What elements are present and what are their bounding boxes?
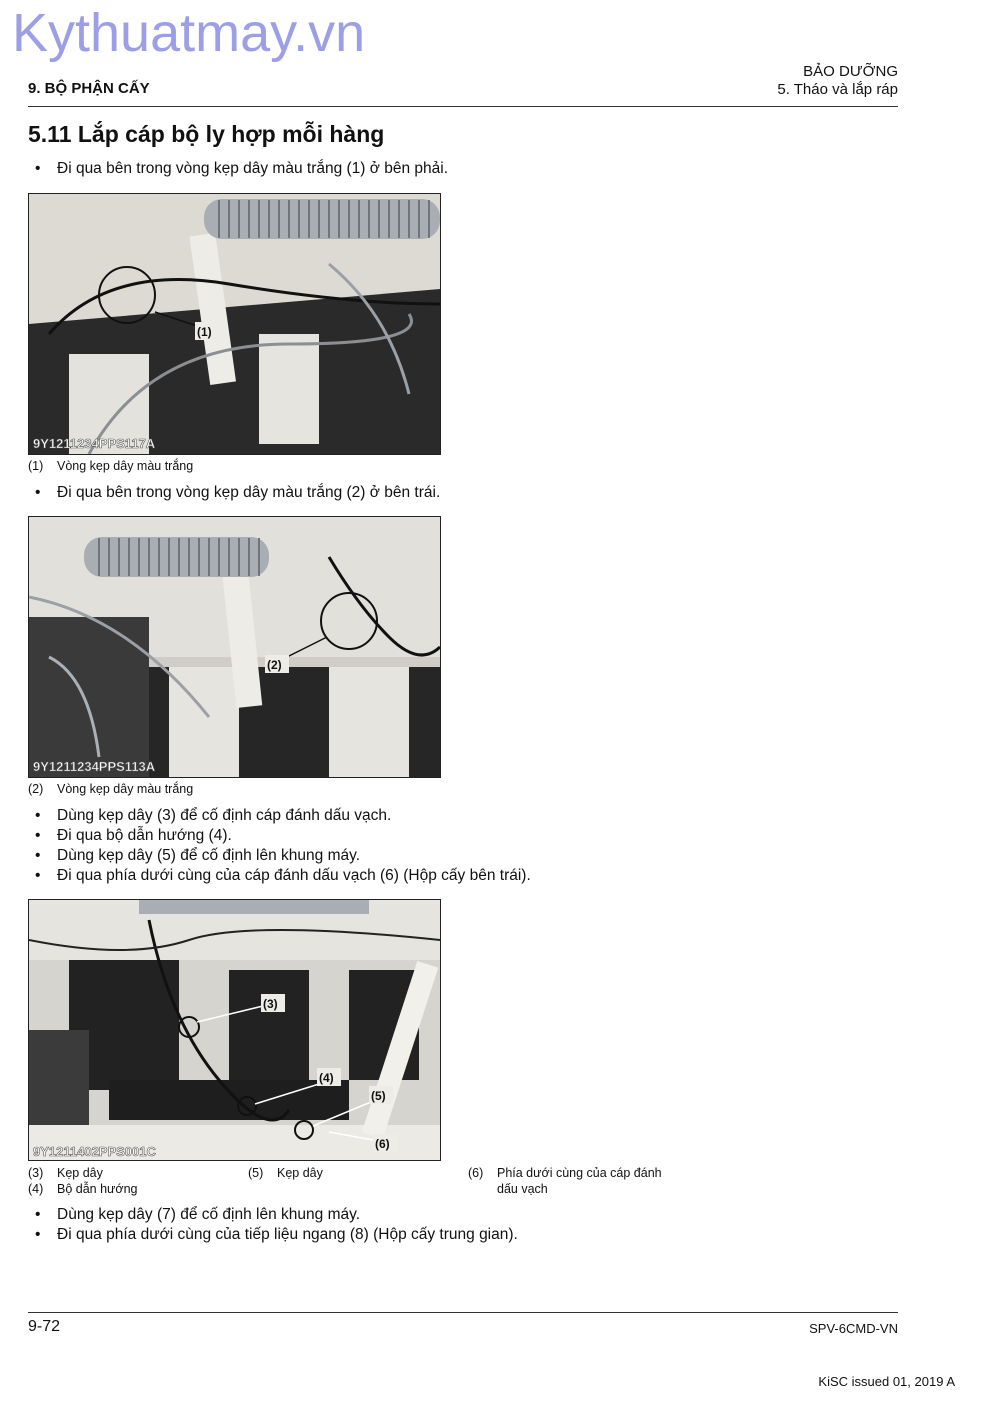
figure-2-callout: (2): [267, 658, 282, 672]
bullet-marker: •: [35, 867, 41, 884]
step-item: [35, 160, 448, 178]
step-item: [35, 1226, 518, 1244]
step-item: [35, 484, 440, 502]
header-rule: [28, 106, 898, 107]
chapter-header: [777, 63, 898, 99]
figure-3-callout: (4): [319, 1071, 334, 1085]
figure-3-caption-5: [248, 1165, 323, 1181]
figure-3-caption-6: [468, 1165, 678, 1197]
caption-text: Vòng kẹp dây màu trắng: [57, 459, 194, 473]
figure-2-photo: [28, 516, 441, 778]
bullet-marker: •: [35, 827, 41, 844]
issue-note: KiSC issued 01, 2019 A: [818, 1374, 955, 1389]
bullet-marker: •: [35, 1206, 41, 1223]
footer-rule: [28, 1312, 898, 1313]
step-item: [35, 807, 391, 825]
step-item: [35, 847, 360, 865]
step-text: Đi qua bên trong vòng kẹp dây màu trắng (2) ở bên trái.: [57, 484, 441, 501]
figure-3-callout: (6): [375, 1137, 390, 1151]
step-item: [35, 867, 531, 885]
figure-3-caption-3: [28, 1165, 103, 1181]
figure-1-callout: (1): [197, 325, 212, 339]
caption-text: Phía dưới cùng của cáp đánh dấu vạch: [497, 1166, 662, 1196]
figure-2-illustration: [29, 517, 440, 777]
figure-3-callout: (3): [263, 997, 278, 1011]
bullet-marker: •: [35, 160, 41, 177]
step-text: Dùng kẹp dây (3) để cố định cáp đánh dấu vạch.: [57, 807, 392, 824]
caption-number: (2): [28, 782, 44, 796]
figure-1-code: 9Y1211234PPS117A: [33, 436, 156, 451]
figure-3-photo: [28, 899, 441, 1161]
figure-3-code: 9Y1211402PPS001C: [33, 1144, 156, 1159]
step-text: Dùng kẹp dây (7) để cố định lên khung máy.: [57, 1206, 361, 1223]
caption-number: (5): [248, 1166, 264, 1180]
bullet-marker: •: [35, 807, 41, 824]
chapter-subcategory: 5. Tháo và lắp ráp: [777, 81, 898, 98]
caption-number: (3): [28, 1166, 44, 1180]
document-code: SPV-6CMD-VN: [809, 1321, 898, 1336]
figure-2-caption: [28, 781, 193, 797]
caption-text: Kẹp dây: [277, 1166, 323, 1180]
figure-3-callout: (5): [371, 1089, 386, 1103]
step-item: [35, 1206, 360, 1224]
page-number: 9-72: [28, 1318, 61, 1335]
section-header: 9. BỘ PHẬN CẤY: [28, 80, 150, 97]
figure-3-caption-4: [28, 1181, 138, 1197]
bullet-marker: •: [35, 1226, 41, 1243]
bullet-marker: •: [35, 847, 41, 864]
page-title: 5.11 Lắp cáp bộ ly hợp mỗi hàng: [28, 121, 385, 147]
caption-number: (4): [28, 1182, 44, 1196]
step-text: Đi qua bộ dẫn hướng (4).: [57, 827, 232, 844]
caption-text: Bộ dẫn hướng: [57, 1182, 138, 1196]
step-text: Đi qua phía dưới cùng của cáp đánh dấu vạch (6) (Hộp cấy bên trái).: [57, 867, 531, 884]
step-item: [35, 827, 232, 845]
caption-text: Vòng kẹp dây màu trắng: [57, 782, 194, 796]
chapter-category: BẢO DƯỠNG: [803, 63, 898, 80]
bullet-marker: •: [35, 484, 41, 501]
figure-1-illustration: [29, 194, 440, 454]
caption-number: (6): [468, 1166, 484, 1180]
caption-number: (1): [28, 459, 44, 473]
watermark-logo: Kythuatmay.vn: [12, 3, 366, 63]
caption-text: Kẹp dây: [57, 1166, 103, 1180]
figure-1-photo: [28, 193, 441, 455]
figure-3-illustration: [29, 900, 440, 1160]
step-text: Đi qua phía dưới cùng của tiếp liệu ngang (8) (Hộp cấy trung gian).: [57, 1226, 518, 1243]
step-text: Đi qua bên trong vòng kẹp dây màu trắng (1) ở bên phải.: [57, 160, 449, 177]
figure-2-code: 9Y1211234PPS113A: [33, 759, 156, 774]
figure-1-caption: [28, 458, 193, 474]
step-text: Dùng kẹp dây (5) để cố định lên khung máy.: [57, 847, 361, 864]
